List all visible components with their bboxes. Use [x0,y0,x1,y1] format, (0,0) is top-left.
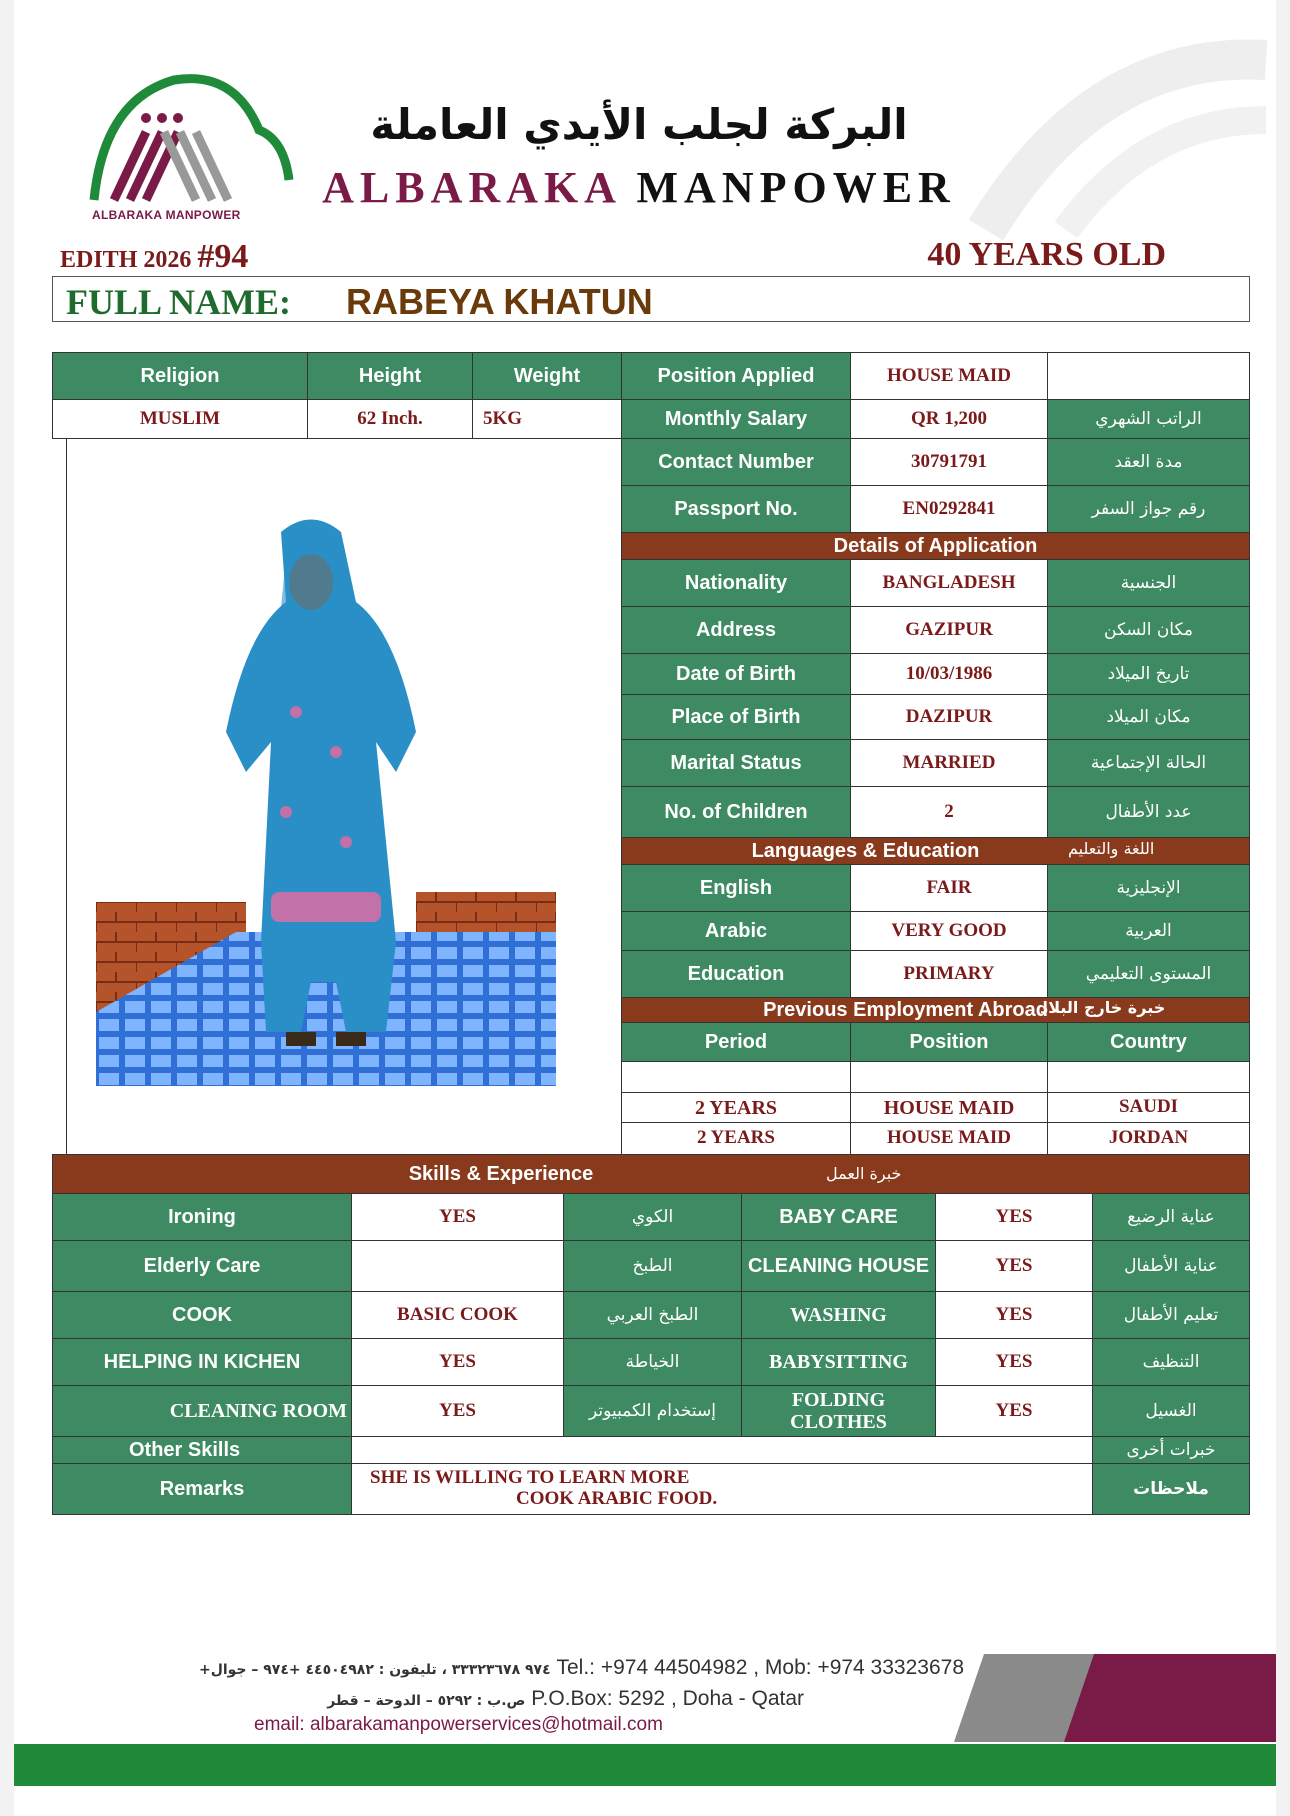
other-skills-label: Other Skills [52,1436,352,1464]
skill-cleaning-house-label: CLEANING HOUSE [741,1240,936,1292]
skills-header [52,1154,1250,1194]
footer-phone-arabic: +٩٧٤ ٣٣٣٢٣٦٧٨ ، تليفون : ٤٤٥٠٤٩٨٢ +٩٧٤ – جوال [198,1662,551,1678]
pob-value: DAZIPUR [850,694,1048,740]
footer-phone [84,1656,964,1680]
skill-cook-label: COOK [52,1291,352,1339]
remarks-label: Remarks [52,1463,352,1515]
children-label: No. of Children [621,786,851,838]
marital-status-arabic: الحالة الإجتماعية [1047,739,1250,787]
education-label: Education [621,950,851,998]
english-label: English [621,864,851,912]
address-label: Address [621,606,851,654]
arabic-value: VERY GOOD [850,911,1048,951]
skill-babysitting-label: BABYSITTING [741,1338,936,1386]
education-value: PRIMARY [850,950,1048,998]
remarks-line2: COOK ARABIC FOOD. [516,1488,718,1509]
nationality-arabic: الجنسية [1047,559,1250,607]
skill-elderly-care-value [351,1240,564,1292]
brand-english-part2: MANPOWER [636,163,956,212]
ref-number: #94 [197,238,249,275]
col-position: Position [850,1022,1048,1062]
arabic-arabic: العربية [1047,911,1250,951]
brand-english [314,162,964,213]
position-applied-value: HOUSE MAID [850,352,1048,400]
skill-cook-value: BASIC COOK [351,1291,564,1339]
dob-label: Date of Birth [621,653,851,695]
education-arabic: المستوى التعليمي [1047,950,1250,998]
skill-laundry-arabic: الغسيل [1092,1385,1250,1437]
col-period: Period [621,1022,851,1062]
monthly-salary-arabic: الراتب الشهري [1047,399,1250,439]
passport-label: Passport No. [621,485,851,533]
monthly-salary-label: Monthly Salary [621,399,851,439]
footer-email[interactable]: email: albarakamanpowerservices@hotmail.com [254,1714,663,1735]
skill-helping-kitchen-value: YES [351,1338,564,1386]
religion-label: Religion [52,352,308,400]
brand-arabic: البركة لجلب الأيدي العاملة [370,100,908,149]
languages-header-text: Languages & Education [751,840,980,862]
nationality-label: Nationality [621,559,851,607]
watermark-logo-icon [946,30,1276,240]
employment-country: JORDAN [1047,1122,1250,1155]
skill-ironing-arabic: الكوي [563,1193,742,1241]
languages-header-arabic: اللغة والتعليم [1068,839,1155,858]
skill-cleaning-house-value: YES [935,1240,1093,1292]
skill-ironing-value: YES [351,1193,564,1241]
col-country: Country [1047,1022,1250,1062]
full-name-value: RABEYA KHATUN [346,281,653,322]
skill-washing-value: YES [935,1291,1093,1339]
skill-babysitting-value: YES [935,1338,1093,1386]
address-arabic: مكان السكن [1047,606,1250,654]
skill-baby-care-label: BABY CARE [741,1193,936,1241]
employment-position: HOUSE MAID [850,1092,1048,1123]
contact-number-label: Contact Number [621,438,851,486]
other-skills-arabic: خبرات أخرى [1092,1436,1250,1464]
brand-english-part1: ALBARAKA [322,163,620,212]
skill-cooking-arabic: الطبخ [563,1240,742,1292]
employment-header-arabic: خبرة خارج البلاد [1040,998,1166,1017]
nationality-value: BANGLADESH [850,559,1048,607]
weight-value: 5KG [472,399,622,439]
weight-label: Weight [472,352,622,400]
employment-period: 2 YEARS [621,1092,851,1123]
cv-page [14,0,1276,1816]
footer-address-arabic: ص.ب : ٥٢٩٢ – الدوحة – قطر [327,1693,526,1709]
skills-header-arabic: خبرة العمل [826,1164,902,1183]
position-applied-label: Position Applied [621,352,851,400]
age-label: 40 YEARS OLD [927,236,1166,273]
employment-empty-cell [621,1061,851,1093]
skill-washing-label: WASHING [741,1291,936,1339]
position-applied-arabic [1047,352,1250,400]
english-arabic: الإنجليزية [1047,864,1250,912]
skill-folding-clothes-label: FOLDING CLOTHES [741,1385,936,1437]
employment-header-text: Previous Employment Abroad [763,999,1048,1021]
height-value: 62 Inch. [307,399,473,439]
other-skills-value [351,1436,1093,1464]
skills-header-text: Skills & Experience [408,1163,594,1185]
dob-value: 10/03/1986 [850,653,1048,695]
passport-arabic: رقم جواز السفر [1047,485,1250,533]
children-value: 2 [850,786,1048,838]
skill-ironing-label: Ironing [52,1193,352,1241]
skill-sewing-arabic: الخياطة [563,1338,742,1386]
remarks-arabic: ملاحظات [1092,1463,1250,1515]
skill-cleaning-arabic: التنظيف [1092,1338,1250,1386]
footer-phone-english: Tel.: +974 44504982 , Mob: +974 33323678 [556,1656,964,1679]
footer-address-english: P.O.Box: 5292 , Doha - Qatar [531,1687,804,1710]
contact-number-arabic: مدة العقد [1047,438,1250,486]
skill-computer-arabic: إستخدام الكمبيوتر [563,1385,742,1437]
employment-empty-cell [850,1061,1048,1093]
skill-arabic-cooking-arabic: الطبخ العربي [563,1291,742,1339]
skill-baby-care-arabic: عناية الرضيع [1092,1193,1250,1241]
religion-value: MUSLIM [52,399,308,439]
albaraka-logo-icon [84,70,294,230]
footer-green-band [14,1744,1276,1786]
height-label: Height [307,352,473,400]
passport-value: EN0292841 [850,485,1048,533]
reference-number [60,238,248,276]
dob-arabic: تاريخ الميلاد [1047,653,1250,695]
arabic-label: Arabic [621,911,851,951]
remarks-line1: SHE IS WILLING TO LEARN MORE [370,1467,690,1489]
pob-label: Place of Birth [621,694,851,740]
contact-number-value: 30791791 [850,438,1048,486]
skill-helping-kitchen-label: HELPING IN KICHEN [52,1338,352,1386]
logo-caption: ALBARAKA MANPOWER [92,208,241,222]
employment-period: 2 YEARS [621,1122,851,1155]
ref-prefix: EDITH 2026 [60,247,192,273]
remarks-value [351,1463,1093,1515]
skill-teaching-children-arabic: تعليم الأطفال [1092,1291,1250,1339]
employment-empty-cell [1047,1061,1250,1093]
children-arabic: عدد الأطفال [1047,786,1250,838]
skill-baby-care-value: YES [935,1193,1093,1241]
pob-arabic: مكان الميلاد [1047,694,1250,740]
footer-decoration-icon [954,1654,1276,1742]
monthly-salary-value: QR 1,200 [850,399,1048,439]
address-value: GAZIPUR [850,606,1048,654]
marital-status-label: Marital Status [621,739,851,787]
skill-cleaning-room-label: CLEANING ROOM [52,1385,352,1437]
marital-status-value: MARRIED [850,739,1048,787]
skill-folding-clothes-value: YES [935,1385,1093,1437]
candidate-photo [96,512,556,1086]
skill-child-care-arabic: عناية الأطفال [1092,1240,1250,1292]
employment-position: HOUSE MAID [850,1122,1048,1155]
employment-country: SAUDI [1047,1092,1250,1123]
english-value: FAIR [850,864,1048,912]
languages-header [621,837,1250,865]
skill-cleaning-room-value: YES [351,1385,564,1437]
full-name-label: FULL NAME: [66,282,291,322]
footer-address [84,1687,804,1711]
skill-elderly-care-label: Elderly Care [52,1240,352,1292]
details-header: Details of Application [621,532,1250,560]
